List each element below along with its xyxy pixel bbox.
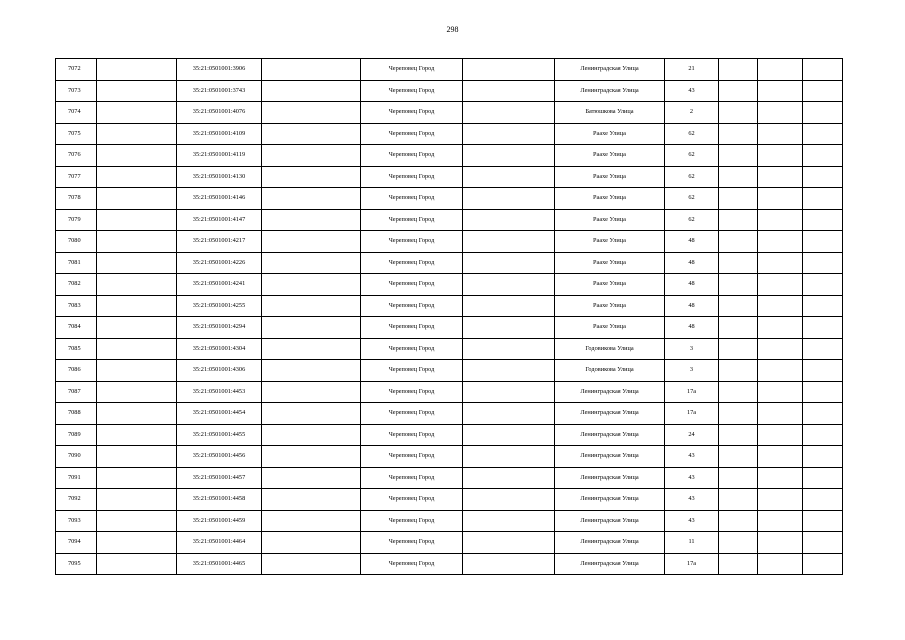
empty-cell [719,80,758,102]
empty-cell [262,252,361,274]
empty-cell [463,532,555,554]
cadastral-number-cell: 35:21:0501001:4146 [177,188,262,210]
empty-cell [803,338,843,360]
empty-cell [758,338,803,360]
empty-cell [758,166,803,188]
empty-cell [97,510,177,532]
table-row [56,510,843,532]
empty-cell [262,403,361,425]
table-row [56,188,843,210]
record-number-cell: 7094 [56,532,97,554]
empty-cell [803,510,843,532]
empty-cell [719,446,758,468]
cadastral-number-cell: 35:21:0501001:4454 [177,403,262,425]
empty-cell [803,274,843,296]
house-number-cell: 11 [665,532,719,554]
cadastral-number-cell: 35:21:0501001:4455 [177,424,262,446]
empty-cell [803,166,843,188]
empty-cell [803,209,843,231]
house-number-cell: 43 [665,446,719,468]
cadastral-number-cell: 35:21:0501001:4459 [177,510,262,532]
empty-cell [262,145,361,167]
empty-cell [719,274,758,296]
table-row [56,274,843,296]
empty-cell [803,446,843,468]
house-number-cell: 48 [665,274,719,296]
empty-cell [97,467,177,489]
table-row [56,360,843,382]
empty-cell [463,102,555,124]
empty-cell [262,467,361,489]
street-cell: Ленинградская Улица [555,489,665,511]
empty-cell [262,424,361,446]
empty-cell [758,489,803,511]
house-number-cell: 17а [665,403,719,425]
table-row [56,446,843,468]
registry-table-body [56,59,843,575]
house-number-cell: 48 [665,317,719,339]
cadastral-number-cell: 35:21:0501001:4456 [177,446,262,468]
street-cell: Годовикова Улица [555,360,665,382]
empty-cell [463,295,555,317]
empty-cell [97,403,177,425]
empty-cell [262,446,361,468]
empty-cell [262,188,361,210]
empty-cell [463,80,555,102]
table-row [56,317,843,339]
house-number-cell: 43 [665,467,719,489]
empty-cell [262,166,361,188]
empty-cell [463,317,555,339]
street-cell: Ленинградская Улица [555,532,665,554]
house-number-cell: 2 [665,102,719,124]
table-row [56,80,843,102]
cadastral-number-cell: 35:21:0501001:4294 [177,317,262,339]
empty-cell [758,123,803,145]
empty-cell [262,338,361,360]
house-number-cell: 17а [665,553,719,575]
cadastral-number-cell: 35:21:0501001:4464 [177,532,262,554]
empty-cell [758,145,803,167]
empty-cell [463,59,555,81]
city-cell: Череповец Город [361,403,463,425]
street-cell: Раахе Улица [555,209,665,231]
cadastral-number-cell: 35:21:0501001:4147 [177,209,262,231]
house-number-cell: 17а [665,381,719,403]
table-row [56,553,843,575]
street-cell: Ленинградская Улица [555,80,665,102]
empty-cell [97,553,177,575]
empty-cell [719,360,758,382]
city-cell: Череповец Город [361,102,463,124]
empty-cell [803,489,843,511]
empty-cell [719,209,758,231]
street-cell: Раахе Улица [555,145,665,167]
empty-cell [463,553,555,575]
empty-cell [758,274,803,296]
street-cell: Ленинградская Улица [555,403,665,425]
empty-cell [97,489,177,511]
record-number-cell: 7087 [56,381,97,403]
city-cell: Череповец Город [361,295,463,317]
empty-cell [803,360,843,382]
record-number-cell: 7077 [56,166,97,188]
empty-cell [758,80,803,102]
empty-cell [463,403,555,425]
empty-cell [463,360,555,382]
empty-cell [803,231,843,253]
record-number-cell: 7082 [56,274,97,296]
house-number-cell: 62 [665,188,719,210]
empty-cell [463,510,555,532]
empty-cell [463,252,555,274]
empty-cell [97,532,177,554]
empty-cell [463,274,555,296]
street-cell: Раахе Улица [555,274,665,296]
empty-cell [758,295,803,317]
table-row [56,338,843,360]
empty-cell [97,188,177,210]
house-number-cell: 48 [665,231,719,253]
empty-cell [719,188,758,210]
table-row [56,467,843,489]
street-cell: Ленинградская Улица [555,553,665,575]
empty-cell [262,209,361,231]
record-number-cell: 7081 [56,252,97,274]
table-row [56,166,843,188]
empty-cell [758,360,803,382]
street-cell: Ленинградская Улица [555,424,665,446]
empty-cell [463,446,555,468]
city-cell: Череповец Город [361,317,463,339]
empty-cell [97,252,177,274]
table-row [56,489,843,511]
table-row [56,532,843,554]
city-cell: Череповец Город [361,145,463,167]
empty-cell [758,252,803,274]
empty-cell [719,252,758,274]
empty-cell [463,166,555,188]
city-cell: Череповец Город [361,209,463,231]
record-number-cell: 7091 [56,467,97,489]
cadastral-number-cell: 35:21:0501001:4130 [177,166,262,188]
empty-cell [803,317,843,339]
empty-cell [262,123,361,145]
city-cell: Череповец Город [361,381,463,403]
empty-cell [262,532,361,554]
record-number-cell: 7075 [56,123,97,145]
empty-cell [463,424,555,446]
street-cell: Ленинградская Улица [555,467,665,489]
empty-cell [463,489,555,511]
table-row [56,381,843,403]
empty-cell [97,295,177,317]
street-cell: Годовикова Улица [555,338,665,360]
empty-cell [262,489,361,511]
empty-cell [463,338,555,360]
empty-cell [758,467,803,489]
cadastral-number-cell: 35:21:0501001:4457 [177,467,262,489]
street-cell: Раахе Улица [555,252,665,274]
empty-cell [97,317,177,339]
empty-cell [758,188,803,210]
cadastral-number-cell: 35:21:0501001:4465 [177,553,262,575]
street-cell: Раахе Улица [555,166,665,188]
street-cell: Раахе Улица [555,231,665,253]
empty-cell [758,424,803,446]
empty-cell [262,295,361,317]
cadastral-number-cell: 35:21:0501001:4458 [177,489,262,511]
empty-cell [97,424,177,446]
cadastral-number-cell: 35:21:0501001:4217 [177,231,262,253]
empty-cell [719,338,758,360]
empty-cell [97,274,177,296]
city-cell: Череповец Город [361,123,463,145]
empty-cell [97,80,177,102]
street-cell: Ленинградская Улица [555,59,665,81]
house-number-cell: 43 [665,510,719,532]
empty-cell [803,145,843,167]
city-cell: Череповец Город [361,59,463,81]
house-number-cell: 43 [665,489,719,511]
empty-cell [758,102,803,124]
city-cell: Череповец Город [361,467,463,489]
house-number-cell: 48 [665,252,719,274]
table-row [56,231,843,253]
empty-cell [803,403,843,425]
table-row [56,252,843,274]
city-cell: Череповец Город [361,424,463,446]
table-row [56,424,843,446]
record-number-cell: 7074 [56,102,97,124]
table-row [56,102,843,124]
empty-cell [758,317,803,339]
empty-cell [719,489,758,511]
city-cell: Череповец Город [361,532,463,554]
empty-cell [262,80,361,102]
empty-cell [719,553,758,575]
city-cell: Череповец Город [361,338,463,360]
cadastral-number-cell: 35:21:0501001:4119 [177,145,262,167]
city-cell: Череповец Город [361,553,463,575]
empty-cell [262,510,361,532]
empty-cell [803,553,843,575]
cadastral-number-cell: 35:21:0501001:4255 [177,295,262,317]
empty-cell [97,166,177,188]
cadastral-number-cell: 35:21:0501001:4304 [177,338,262,360]
empty-cell [262,553,361,575]
record-number-cell: 7076 [56,145,97,167]
record-number-cell: 7086 [56,360,97,382]
empty-cell [97,231,177,253]
city-cell: Череповец Город [361,166,463,188]
street-cell: Батюшкова Улица [555,102,665,124]
registry-table [55,58,843,575]
city-cell: Череповец Город [361,274,463,296]
empty-cell [463,381,555,403]
record-number-cell: 7084 [56,317,97,339]
empty-cell [803,424,843,446]
empty-cell [97,145,177,167]
empty-cell [803,59,843,81]
empty-cell [97,381,177,403]
table-row [56,145,843,167]
empty-cell [758,553,803,575]
empty-cell [758,209,803,231]
empty-cell [803,123,843,145]
cadastral-number-cell: 35:21:0501001:3906 [177,59,262,81]
city-cell: Череповец Город [361,510,463,532]
house-number-cell: 43 [665,80,719,102]
empty-cell [463,467,555,489]
empty-cell [803,188,843,210]
empty-cell [97,360,177,382]
empty-cell [719,59,758,81]
page-number: 298 [446,25,459,34]
empty-cell [719,467,758,489]
street-cell: Раахе Улица [555,295,665,317]
street-cell: Ленинградская Улица [555,510,665,532]
cadastral-number-cell: 35:21:0501001:4453 [177,381,262,403]
street-cell: Раахе Улица [555,188,665,210]
empty-cell [463,123,555,145]
record-number-cell: 7092 [56,489,97,511]
empty-cell [758,231,803,253]
city-cell: Череповец Город [361,188,463,210]
empty-cell [719,166,758,188]
cadastral-number-cell: 35:21:0501001:4076 [177,102,262,124]
empty-cell [719,381,758,403]
empty-cell [97,446,177,468]
empty-cell [803,80,843,102]
empty-cell [463,231,555,253]
house-number-cell: 3 [665,338,719,360]
street-cell: Раахе Улица [555,123,665,145]
empty-cell [262,102,361,124]
empty-cell [97,123,177,145]
cadastral-number-cell: 35:21:0501001:3743 [177,80,262,102]
record-number-cell: 7089 [56,424,97,446]
record-number-cell: 7072 [56,59,97,81]
record-number-cell: 7088 [56,403,97,425]
record-number-cell: 7090 [56,446,97,468]
empty-cell [262,231,361,253]
house-number-cell: 24 [665,424,719,446]
empty-cell [719,510,758,532]
empty-cell [803,467,843,489]
record-number-cell: 7095 [56,553,97,575]
house-number-cell: 62 [665,209,719,231]
empty-cell [719,403,758,425]
house-number-cell: 3 [665,360,719,382]
empty-cell [758,446,803,468]
house-number-cell: 62 [665,123,719,145]
city-cell: Череповец Город [361,252,463,274]
record-number-cell: 7093 [56,510,97,532]
house-number-cell: 21 [665,59,719,81]
record-number-cell: 7080 [56,231,97,253]
record-number-cell: 7078 [56,188,97,210]
empty-cell [719,231,758,253]
record-number-cell: 7085 [56,338,97,360]
cadastral-number-cell: 35:21:0501001:4241 [177,274,262,296]
empty-cell [758,403,803,425]
empty-cell [803,102,843,124]
city-cell: Череповец Город [361,446,463,468]
empty-cell [97,59,177,81]
empty-cell [803,532,843,554]
empty-cell [719,102,758,124]
empty-cell [97,209,177,231]
empty-cell [758,510,803,532]
record-number-cell: 7073 [56,80,97,102]
cadastral-number-cell: 35:21:0501001:4226 [177,252,262,274]
empty-cell [463,188,555,210]
table-row [56,403,843,425]
empty-cell [719,123,758,145]
table-row [56,123,843,145]
empty-cell [719,145,758,167]
empty-cell [719,317,758,339]
table-row [56,295,843,317]
empty-cell [719,424,758,446]
empty-cell [803,295,843,317]
record-number-cell: 7083 [56,295,97,317]
empty-cell [719,532,758,554]
empty-cell [463,209,555,231]
street-cell: Ленинградская Улица [555,381,665,403]
cadastral-number-cell: 35:21:0501001:4109 [177,123,262,145]
city-cell: Череповец Город [361,231,463,253]
empty-cell [463,145,555,167]
empty-cell [97,102,177,124]
city-cell: Череповец Город [361,360,463,382]
street-cell: Раахе Улица [555,317,665,339]
record-number-cell: 7079 [56,209,97,231]
empty-cell [758,59,803,81]
empty-cell [803,252,843,274]
house-number-cell: 48 [665,295,719,317]
empty-cell [262,59,361,81]
street-cell: Ленинградская Улица [555,446,665,468]
house-number-cell: 62 [665,145,719,167]
empty-cell [758,381,803,403]
cadastral-number-cell: 35:21:0501001:4306 [177,360,262,382]
empty-cell [262,317,361,339]
empty-cell [97,338,177,360]
empty-cell [758,532,803,554]
empty-cell [262,381,361,403]
empty-cell [262,360,361,382]
empty-cell [262,274,361,296]
table-row [56,59,843,81]
city-cell: Череповец Город [361,80,463,102]
house-number-cell: 62 [665,166,719,188]
empty-cell [719,295,758,317]
city-cell: Череповец Город [361,489,463,511]
table-row [56,209,843,231]
empty-cell [803,381,843,403]
